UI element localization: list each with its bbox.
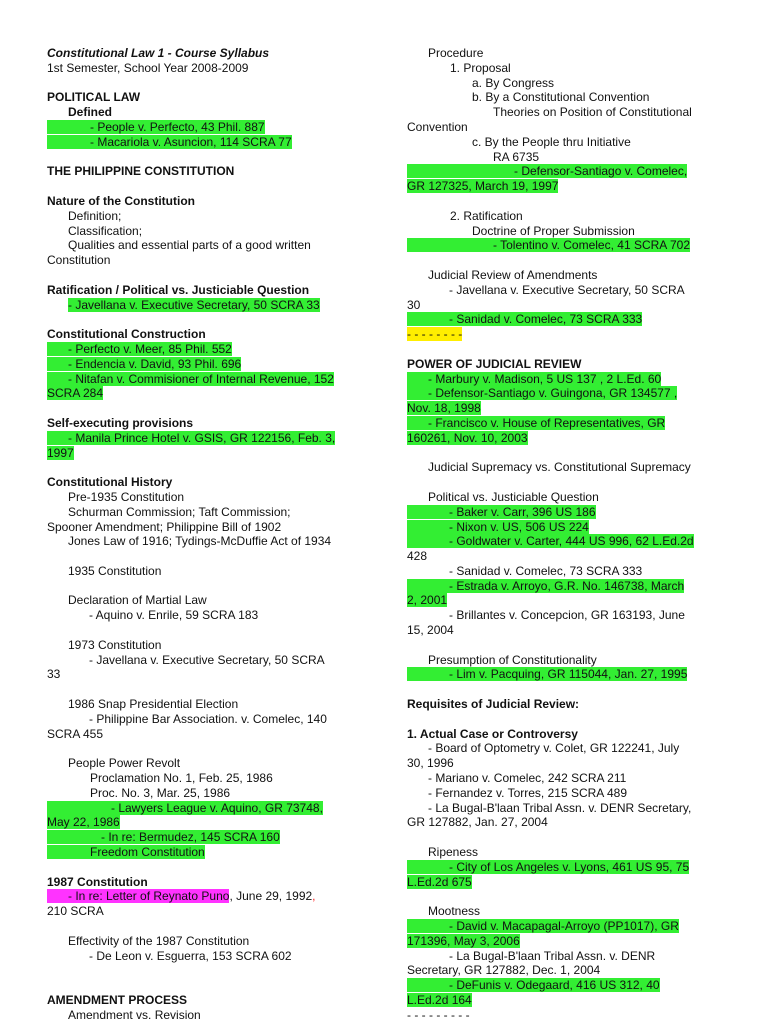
section-heading — [47, 46, 365, 61]
blank-line — [47, 179, 365, 194]
highlighted-case-citation: - DeFunis v. Odegaard, 416 US 312, 40 — [407, 978, 660, 992]
highlighted-case-citation: - Endencia v. David, 93 Phil. 696 — [47, 357, 241, 371]
syllabus-line — [407, 579, 725, 594]
syllabus-line — [407, 949, 725, 964]
highlighted-case-citation: L.Ed.2d 675 — [407, 874, 472, 889]
highlighted-case-citation: - Marbury v. Madison, 5 US 137 , 2 L.Ed. 60 — [407, 372, 661, 386]
line-text: c. By the People thru Initiative — [472, 134, 631, 149]
highlighted-case-citation: - In re: Bermudez, 145 SCRA 160 — [47, 830, 280, 844]
line-text: 30 — [407, 297, 421, 312]
syllabus-line — [47, 889, 365, 904]
line-text: Definition; — [68, 208, 122, 223]
section-heading — [47, 875, 365, 890]
line-text: POLITICAL LAW — [47, 90, 141, 105]
syllabus-line — [47, 845, 365, 860]
syllabus-line — [407, 105, 725, 120]
line-text: 1986 Snap Presidential Election — [68, 697, 239, 712]
syllabus-line — [407, 268, 725, 283]
syllabus-line — [407, 120, 725, 135]
syllabus-line — [407, 520, 725, 535]
section-heading — [47, 283, 365, 298]
syllabus-line — [407, 386, 725, 401]
line-text: Judicial Review of Amendments — [428, 267, 598, 282]
line-text: Declaration of Martial Law — [68, 593, 207, 608]
syllabus-line — [407, 786, 725, 801]
syllabus-line — [407, 76, 725, 91]
highlighted-case-citation: SCRA 284 — [47, 386, 104, 401]
right-column — [407, 46, 725, 1023]
syllabus-line — [407, 801, 725, 816]
blank-line — [47, 312, 365, 327]
syllabus-line — [47, 815, 365, 830]
syllabus-line — [47, 712, 365, 727]
blank-line — [407, 889, 725, 904]
syllabus-line — [47, 697, 365, 712]
syllabus-line — [407, 653, 725, 668]
blank-line — [407, 342, 725, 357]
line-text: Defined — [68, 105, 113, 120]
syllabus-line — [407, 150, 725, 165]
syllabus-line — [47, 608, 365, 623]
syllabus-line — [407, 283, 725, 298]
line-text: - Javellana v. Executive Secretary, 50 SCRA — [449, 282, 685, 297]
syllabus-line — [407, 416, 725, 431]
blank-line — [47, 623, 365, 638]
blank-line — [47, 682, 365, 697]
highlighted-case-citation: Freedom Constitution — [47, 845, 205, 859]
line-text: 1987 Constitution — [47, 874, 148, 889]
syllabus-line — [407, 993, 725, 1008]
highlighted-case-citation: - Lim v. Pacquing, GR 115044, Jan. 27, 1995 — [407, 667, 687, 681]
highlighted-case-citation: - Estrada v. Arroyo, G.R. No. 146738, March — [407, 579, 684, 593]
syllabus-line — [47, 446, 365, 461]
syllabus-line — [47, 1008, 365, 1023]
left-column — [47, 46, 365, 1023]
highlighted-case-citation: L.Ed.2d 164 — [407, 993, 472, 1007]
blank-line — [47, 401, 365, 416]
blank-line — [47, 741, 365, 756]
line-text: - La Bugal-B'laan Tribal Assn. v. DENR — [449, 948, 656, 963]
syllabus-line — [47, 801, 365, 816]
highlighted-case-citation: - - - - - - - - — [407, 327, 463, 342]
syllabus-line — [47, 520, 365, 535]
syllabus-line — [407, 209, 725, 224]
line-text: Schurman Commission; Taft Commission; — [68, 504, 291, 519]
syllabus-line — [407, 238, 725, 253]
blank-line — [47, 460, 365, 475]
section-heading — [47, 105, 365, 120]
line-text: - Brillantes v. Concepcion, GR 163193, June — [449, 608, 685, 623]
syllabus-line — [407, 1008, 725, 1023]
highlighted-case-citation: 1997 — [47, 445, 74, 460]
blank-line — [47, 268, 365, 283]
highlighted-case-citation: - In re: Letter of Reynato Puno — [47, 889, 229, 903]
line-text: Convention — [407, 119, 468, 134]
highlighted-case-citation: - Manila Prince Hotel v. GSIS, GR 122156, Feb. 3, — [47, 431, 335, 445]
line-text: RA 6735 — [493, 149, 540, 164]
highlighted-case-citation: - Baker v. Carr, 396 US 186 — [407, 505, 596, 519]
syllabus-line — [47, 771, 365, 786]
line-text: 1935 Constitution — [68, 563, 162, 578]
line-text: - La Bugal-B'laan Tribal Assn. v. DENR Secretary, — [428, 800, 692, 815]
section-heading — [47, 993, 365, 1008]
syllabus-line — [407, 46, 725, 61]
line-text: , June 29, 1992 — [229, 889, 313, 904]
blank-line — [407, 638, 725, 653]
syllabus-line — [407, 549, 725, 564]
syllabus-line — [47, 372, 365, 387]
syllabus-line — [407, 815, 725, 830]
blank-line — [47, 579, 365, 594]
line-text: Pre-1935 Constitution — [68, 489, 185, 504]
syllabus-line — [407, 164, 725, 179]
section-heading — [407, 697, 725, 712]
highlighted-case-citation: - Sanidad v. Comelec, 73 SCRA 333 — [407, 312, 642, 326]
syllabus-line — [47, 253, 365, 268]
blank-line — [47, 963, 365, 978]
blank-line — [47, 549, 365, 564]
blank-line — [407, 682, 725, 697]
highlighted-case-citation: - David v. Macapagal-Arroyo (PP1017), GR — [407, 919, 679, 933]
syllabus-line — [47, 564, 365, 579]
section-heading — [47, 164, 365, 179]
highlighted-case-citation: GR 127325, March 19, 1997 — [407, 179, 559, 194]
syllabus-line — [407, 875, 725, 890]
syllabus-line — [47, 904, 365, 919]
blank-line — [407, 194, 725, 209]
line-text: Spooner Amendment; Philippine Bill of 1902 — [47, 519, 282, 534]
syllabus-line — [407, 564, 725, 579]
blank-line — [47, 919, 365, 934]
syllabus-line — [407, 460, 725, 475]
highlighted-case-citation: - Macariola v. Asuncion, 114 SCRA 77 — [47, 135, 292, 149]
syllabus-line — [47, 534, 365, 549]
syllabus-line — [407, 623, 725, 638]
syllabus-line — [407, 401, 725, 416]
blank-line — [47, 76, 365, 91]
line-text: Secretary, GR 127882, Dec. 1, 2004 — [407, 963, 601, 978]
section-heading — [47, 416, 365, 431]
line-text: b. By a Constitutional Convention — [472, 90, 650, 105]
highlighted-case-citation: Nov. 18, 1998 — [407, 401, 481, 416]
syllabus-line — [47, 505, 365, 520]
syllabus-line — [47, 298, 365, 313]
line-text: Proc. No. 3, Mar. 25, 1986 — [90, 785, 231, 800]
syllabus-line — [407, 919, 725, 934]
syllabus-line — [47, 949, 365, 964]
line-text: Nature of the Constitution — [47, 193, 195, 208]
syllabus-line — [407, 860, 725, 875]
syllabus-line — [47, 667, 365, 682]
section-heading — [407, 727, 725, 742]
section-heading — [47, 194, 365, 209]
section-heading — [47, 475, 365, 490]
line-text: 1st Semester, School Year 2008-2009 — [47, 60, 249, 75]
highlighted-case-citation: 2, 2001 — [407, 593, 448, 608]
syllabus-line — [47, 638, 365, 653]
line-text: - Aquino v. Enrile, 59 SCRA 183 — [89, 608, 259, 623]
syllabus-line — [407, 978, 725, 993]
line-text: Theories on Position of Constitutional — [493, 105, 692, 120]
line-text: - Fernandez v. Torres, 215 SCRA 489 — [428, 785, 627, 800]
syllabus-line — [407, 904, 725, 919]
line-text: Classification; — [68, 223, 143, 238]
highlighted-case-citation: - Perfecto v. Meer, 85 Phil. 552 — [47, 342, 232, 356]
highlighted-case-citation: 160261, Nov. 10, 2003 — [407, 430, 528, 445]
line-text: - Javellana v. Executive Secretary, 50 SCRA — [89, 652, 325, 667]
syllabus-line — [47, 135, 365, 150]
highlighted-case-citation: May 22, 1986 — [47, 815, 120, 830]
line-text: 1. Proposal — [450, 60, 511, 75]
syllabus-line — [407, 179, 725, 194]
syllabus-line — [47, 786, 365, 801]
syllabus-line — [407, 934, 725, 949]
syllabus-line — [47, 342, 365, 357]
blank-line — [407, 446, 725, 461]
line-text: - Sanidad v. Comelec, 73 SCRA 333 — [449, 563, 643, 578]
line-text: Proclamation No. 1, Feb. 25, 1986 — [90, 771, 273, 786]
highlighted-case-citation: - Tolentino v. Comelec, 41 SCRA 702 — [407, 238, 690, 252]
syllabus-line — [407, 490, 725, 505]
syllabus-line — [47, 120, 365, 135]
highlighted-case-citation: - Francisco v. House of Representatives, GR — [407, 416, 665, 430]
highlighted-case-citation: - Lawyers League v. Aquino, GR 73748, — [47, 801, 323, 815]
line-text: Amendment vs. Revision — [68, 1007, 201, 1022]
line-text: - - - - - - - - - — [407, 1007, 470, 1022]
line-text: Effectivity of the 1987 Constitution — [68, 933, 250, 948]
syllabus-line — [407, 505, 725, 520]
line-text: Constitution — [47, 253, 111, 268]
line-text: People Power Revolt — [68, 756, 181, 771]
line-text: - Philippine Bar Association. v. Comelec, 140 — [89, 711, 327, 726]
line-text: 15, 2004 — [407, 623, 454, 638]
syllabus-line — [47, 224, 365, 239]
line-text: 1. Actual Case or Controversy — [407, 726, 578, 741]
syllabus-line — [47, 209, 365, 224]
syllabus-line — [47, 830, 365, 845]
syllabus-line — [47, 490, 365, 505]
syllabus-line — [407, 608, 725, 623]
syllabus-line — [407, 756, 725, 771]
line-text: Constitutional History — [47, 475, 173, 490]
line-text: Presumption of Constitutionality — [428, 652, 597, 667]
line-text: SCRA 455 — [47, 726, 104, 741]
syllabus-line — [407, 298, 725, 313]
syllabus-line — [47, 593, 365, 608]
line-text: THE PHILIPPINE CONSTITUTION — [47, 164, 235, 179]
highlighted-case-citation: - Nixon v. US, 506 US 224 — [407, 520, 589, 534]
syllabus-line — [407, 61, 725, 76]
blank-line — [47, 860, 365, 875]
syllabus-line — [407, 534, 725, 549]
line-text: Constitutional Construction — [47, 327, 206, 342]
line-text: - De Leon v. Esguerra, 153 SCRA 602 — [89, 948, 292, 963]
blank-line — [407, 475, 725, 490]
syllabus-line — [407, 593, 725, 608]
line-text: 30, 1996 — [407, 756, 454, 771]
line-text: Requisites of Judicial Review: — [407, 697, 580, 712]
blank-line — [407, 253, 725, 268]
line-text: Ratification / Political vs. Justiciable Question — [47, 282, 310, 297]
line-text: Constitutional Law 1 - Course Syllabus — [47, 46, 270, 60]
syllabus-line — [407, 327, 725, 342]
line-text: POWER OF JUDICIAL REVIEW — [407, 356, 582, 371]
syllabus-line — [407, 963, 725, 978]
syllabus-line — [47, 756, 365, 771]
line-text: AMENDMENT PROCESS — [47, 993, 188, 1007]
line-text: GR 127882, Jan. 27, 2004 — [407, 815, 548, 830]
syllabus-line — [47, 934, 365, 949]
syllabus-line — [47, 386, 365, 401]
syllabus-line — [407, 135, 725, 150]
syllabus-line — [47, 431, 365, 446]
blank-line — [47, 978, 365, 993]
line-text: , — [312, 889, 316, 904]
highlighted-case-citation: - Defensor-Santiago v. Guingona, GR 134577 , — [407, 386, 677, 400]
section-heading — [407, 357, 725, 372]
line-text: 2. Ratification — [450, 208, 523, 223]
highlighted-case-citation: - People v. Perfecto, 43 Phil. 887 — [47, 120, 265, 134]
syllabus-line — [407, 667, 725, 682]
highlighted-case-citation: - Goldwater v. Carter, 444 US 996, 62 L.Ed.2d — [407, 534, 694, 548]
syllabus-line — [407, 431, 725, 446]
syllabus-line — [47, 61, 365, 76]
line-text: Procedure — [428, 46, 484, 60]
highlighted-case-citation: - Javellana v. Executive Secretary, 50 SCRA 33 — [68, 297, 320, 312]
line-text: Ripeness — [428, 845, 479, 860]
blank-line — [407, 712, 725, 727]
section-heading — [47, 327, 365, 342]
highlighted-case-citation: - Nitafan v. Commisioner of Internal Revenue, 152 — [47, 372, 334, 386]
syllabus-line — [407, 224, 725, 239]
blank-line — [407, 830, 725, 845]
section-heading — [47, 90, 365, 105]
highlighted-case-citation: - Defensor-Santiago v. Comelec, — [407, 164, 687, 178]
highlighted-case-citation: 171396, May 3, 2006 — [407, 933, 520, 948]
syllabus-line — [407, 845, 725, 860]
line-text: a. By Congress — [472, 75, 555, 90]
line-text: Doctrine of Proper Submission — [472, 223, 635, 238]
syllabus-line — [47, 727, 365, 742]
syllabus-line — [407, 741, 725, 756]
syllabus-line — [407, 771, 725, 786]
line-text: Political vs. Justiciable Question — [428, 489, 599, 504]
line-text: Qualities and essential parts of a good written — [68, 238, 311, 253]
line-text: 1973 Constitution — [68, 637, 162, 652]
syllabus-line — [407, 90, 725, 105]
blank-line — [47, 150, 365, 165]
syllabus-line — [47, 357, 365, 372]
syllabus-line — [47, 653, 365, 668]
highlighted-case-citation: - City of Los Angeles v. Lyons, 461 US 95, 75 — [407, 860, 689, 874]
syllabus-line — [407, 312, 725, 327]
line-text: Self-executing provisions — [47, 415, 194, 430]
line-text: Mootness — [428, 904, 481, 919]
syllabus-line — [47, 238, 365, 253]
line-text: - Mariano v. Comelec, 242 SCRA 211 — [428, 771, 627, 786]
line-text: 210 SCRA — [47, 904, 104, 919]
line-text: - Board of Optometry v. Colet, GR 122241, July — [428, 741, 680, 756]
line-text: Jones Law of 1916; Tydings-McDuffie Act of 1934 — [68, 534, 332, 549]
line-text: 33 — [47, 667, 61, 682]
line-text: 428 — [407, 549, 428, 564]
syllabus-line — [407, 372, 725, 387]
line-text: Judicial Supremacy vs. Constitutional Supremacy — [428, 460, 691, 475]
